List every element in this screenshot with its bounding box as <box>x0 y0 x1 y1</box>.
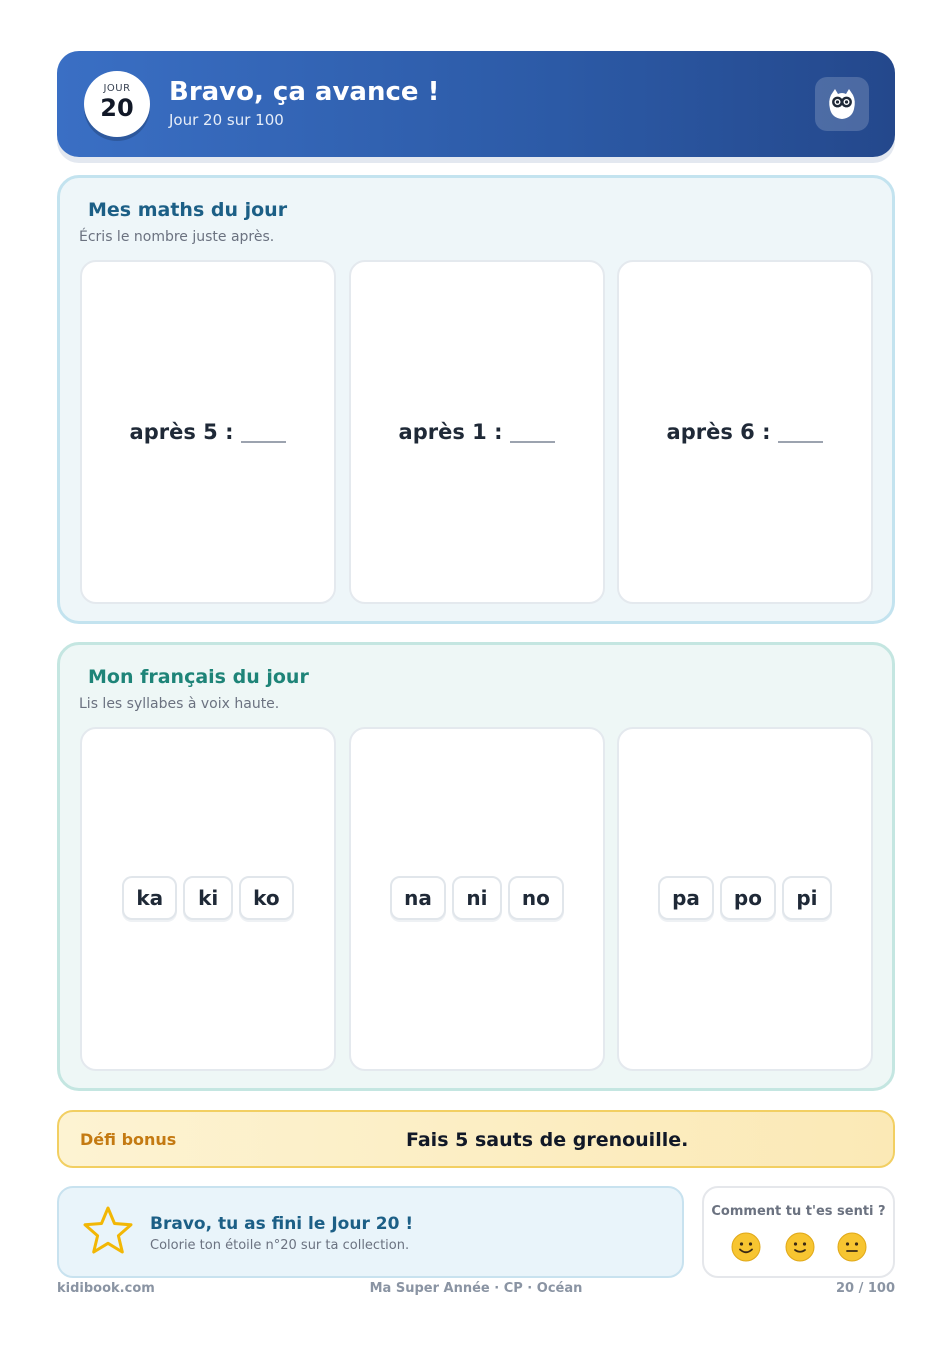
maths-prompt: après 6 : <box>666 420 771 444</box>
syllable-tile: no <box>508 876 564 920</box>
syllable-tile: po <box>720 876 776 920</box>
maths-section <box>57 175 895 624</box>
footer-page-number: 20 / 100 <box>835 1281 895 1296</box>
maths-card <box>349 260 605 604</box>
francais-instruction: Lis les syllabes à voix haute. <box>79 696 280 712</box>
answer-blank[interactable] <box>510 441 555 443</box>
day-badge <box>84 71 150 137</box>
syllable-tile: pa <box>658 876 714 920</box>
maths-title: Mes maths du jour <box>88 199 288 221</box>
page-subtitle: Jour 20 sur 100 <box>169 111 284 129</box>
feeling-box <box>702 1186 895 1278</box>
happy-face-icon[interactable] <box>731 1232 761 1262</box>
syllable-tile: ki <box>183 876 233 920</box>
maths-card <box>80 260 336 604</box>
footer-site: kidibook.com <box>57 1281 155 1296</box>
completion-subtitle: Colorie ton étoile n°20 sur ta collection. <box>150 1238 410 1253</box>
syllable-tile: pi <box>782 876 832 920</box>
maths-prompt: après 5 : <box>129 420 234 444</box>
syllable-tile: ni <box>452 876 502 920</box>
day-badge-number: 20 <box>100 94 134 122</box>
completion-title: Bravo, tu as fini le Jour 20 ! <box>150 1214 414 1234</box>
syllable-card <box>80 727 336 1071</box>
francais-title: Mon français du jour <box>88 666 309 688</box>
answer-blank[interactable] <box>778 441 823 443</box>
syllable-card <box>349 727 605 1071</box>
star-icon[interactable] <box>81 1204 135 1258</box>
syllable-tile: ka <box>122 876 177 920</box>
neutral-face-icon[interactable] <box>837 1232 867 1262</box>
smile-face-icon[interactable] <box>785 1232 815 1262</box>
mascot-button[interactable] <box>815 77 869 131</box>
francais-section <box>57 642 895 1091</box>
syllable-tile: na <box>390 876 446 920</box>
page-title: Bravo, ça avance ! <box>169 77 440 107</box>
feeling-title: Comment tu t'es senti ? <box>711 1204 886 1219</box>
footer-book-title: Ma Super Année · CP · Océan <box>369 1281 583 1296</box>
day-badge-label: JOUR <box>103 83 131 94</box>
maths-prompt: après 1 : <box>398 420 503 444</box>
bonus-challenge <box>57 1110 895 1168</box>
day-header <box>57 51 895 157</box>
maths-card <box>617 260 873 604</box>
owl-icon <box>827 87 857 121</box>
syllable-tile: ko <box>239 876 294 920</box>
bonus-text: Fais 5 sauts de grenouille. <box>406 1129 689 1151</box>
maths-instruction: Écris le nombre juste après. <box>79 229 275 245</box>
completion-box <box>57 1186 684 1278</box>
syllable-card <box>617 727 873 1071</box>
answer-blank[interactable] <box>241 441 286 443</box>
bonus-label: Défi bonus <box>80 1130 177 1149</box>
